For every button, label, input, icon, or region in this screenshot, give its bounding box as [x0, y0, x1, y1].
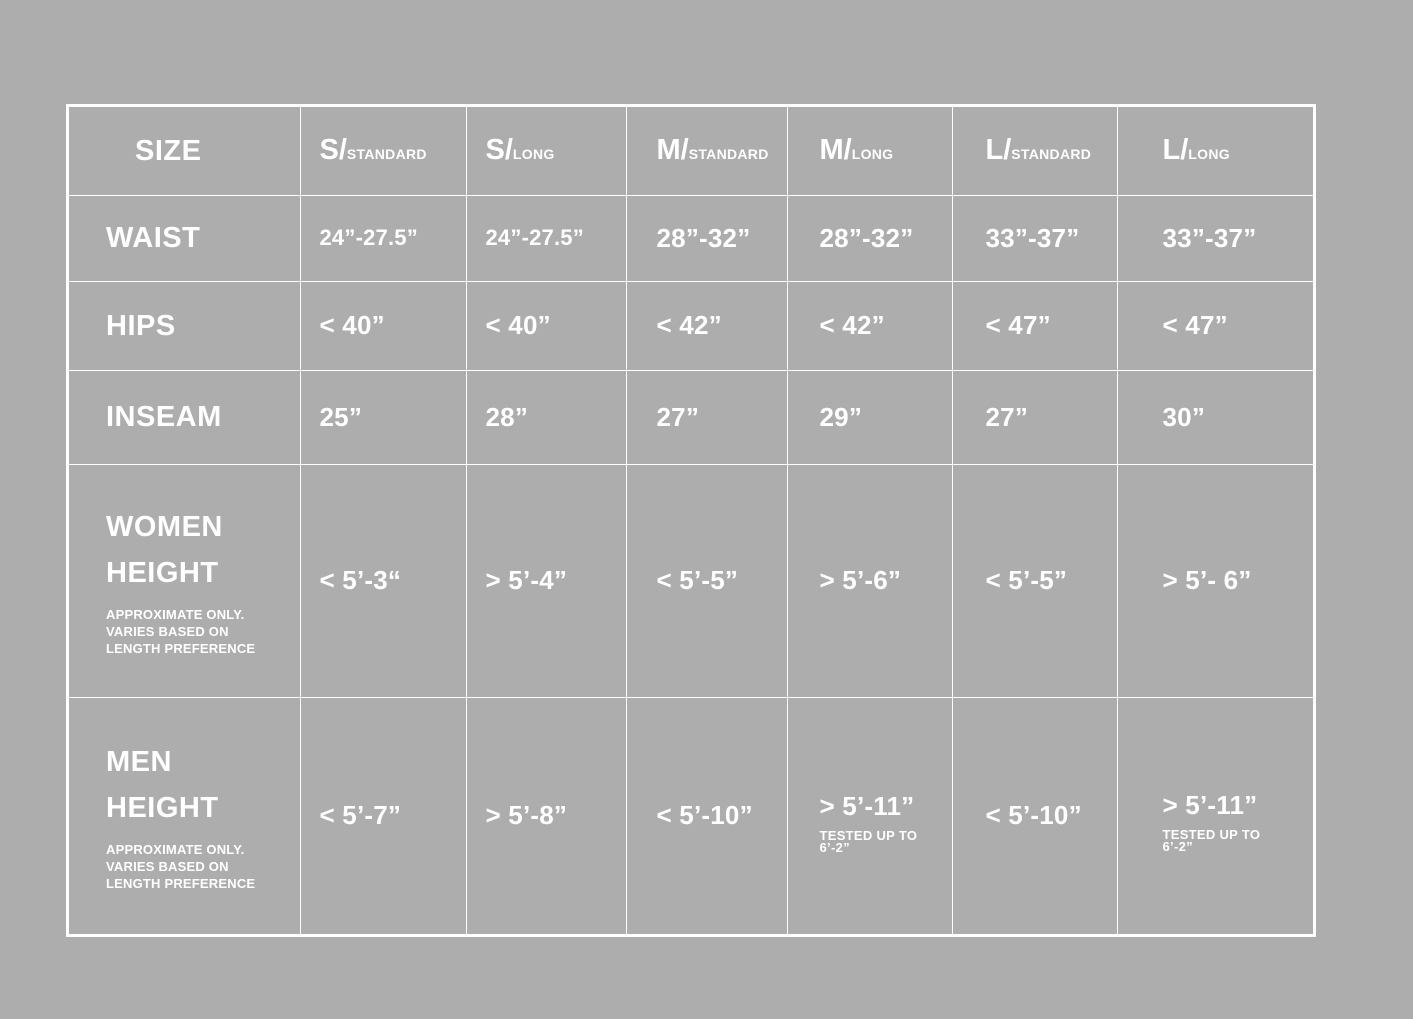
- table-cell: [787, 195, 952, 281]
- column-header-m-standard: [626, 107, 787, 195]
- men-height-value: < 5’-7”: [319, 800, 402, 831]
- table-cell: [787, 281, 952, 370]
- women-height-value: < 5’-5”: [985, 565, 1068, 595]
- row-label-inseam: INSEAM: [106, 401, 222, 433]
- size-letter: M/: [819, 134, 852, 167]
- tested-note: [820, 830, 952, 854]
- note-line: TESTED UP TO: [819, 828, 918, 844]
- note-line: 6’-2”: [819, 840, 850, 856]
- hips-value: < 40”: [319, 310, 385, 340]
- column-header-m-long: [787, 107, 952, 195]
- table-cell: [626, 697, 787, 934]
- size-table: [69, 107, 1313, 934]
- women-height-value: > 5’-4”: [485, 565, 568, 595]
- table-cell: [787, 464, 952, 697]
- table-cell: [300, 370, 466, 464]
- table-cell: [466, 281, 626, 370]
- men-height-value: > 5’-8”: [485, 800, 568, 831]
- table-cell: [300, 697, 466, 934]
- men-height-value: < 5’-10”: [656, 800, 753, 831]
- row-label-cell: [69, 464, 300, 697]
- note-line: VARIES BASED ON: [106, 624, 229, 639]
- table-cell: [466, 195, 626, 281]
- note-line: 6’-2”: [1162, 839, 1193, 855]
- inseam-value: 29”: [819, 401, 863, 432]
- note-line: TESTED UP TO: [1162, 827, 1261, 843]
- table-cell: [466, 464, 626, 697]
- table-cell: [787, 697, 952, 934]
- tested-note: [1163, 829, 1314, 853]
- table-row-inseam: [69, 370, 1313, 464]
- table-cell: [952, 697, 1117, 934]
- size-fit: STANDARD: [1011, 146, 1092, 163]
- waist-value: 24”-27.5”: [319, 225, 418, 250]
- table-row-hips: [69, 281, 1313, 370]
- hips-value: < 42”: [656, 310, 722, 340]
- row-label-cell: [69, 697, 300, 934]
- women-height-value: < 5’-3“: [319, 565, 402, 595]
- header-size-cell: [69, 107, 300, 195]
- row-label-height: HEIGHT: [106, 792, 219, 825]
- inseam-value: 25”: [319, 401, 363, 432]
- waist-value: 24”-27.5”: [485, 225, 584, 250]
- table-cell: [626, 195, 787, 281]
- table-cell: [466, 697, 626, 934]
- hips-value: < 47”: [1162, 310, 1228, 340]
- table-cell: [952, 464, 1117, 697]
- hips-value: < 47”: [985, 310, 1051, 340]
- column-header-l-standard: [952, 107, 1117, 195]
- women-height-value: > 5’-6”: [819, 565, 902, 595]
- size-letter: S/: [319, 134, 347, 167]
- table-row-women-height: [69, 464, 1313, 697]
- table-cell: [1117, 195, 1313, 281]
- note-line: APPROXIMATE ONLY.: [106, 842, 245, 858]
- size-letter: L/: [985, 134, 1012, 167]
- size-fit: STANDARD: [346, 146, 427, 163]
- waist-value: 33”-37”: [1162, 222, 1257, 253]
- table-cell: [952, 195, 1117, 281]
- waist-value: 33”-37”: [985, 222, 1080, 253]
- table-cell: [1117, 281, 1313, 370]
- row-label-waist: WAIST: [106, 222, 201, 254]
- row-label-women: WOMEN: [106, 511, 223, 543]
- waist-value: 28”-32”: [656, 222, 751, 253]
- hips-value: < 40”: [485, 310, 551, 340]
- inseam-value: 28”: [485, 401, 529, 432]
- height-note: [106, 841, 300, 892]
- hips-value: < 42”: [819, 310, 885, 340]
- table-row-men-height: [69, 697, 1313, 934]
- column-header-s-standard: [300, 107, 466, 195]
- table-cell: [626, 464, 787, 697]
- row-label-cell: [69, 281, 300, 370]
- row-label-height: HEIGHT: [106, 557, 219, 589]
- note-line: LENGTH PREFERENCE: [106, 876, 256, 892]
- size-fit: LONG: [851, 146, 894, 163]
- table-cell: [626, 281, 787, 370]
- row-label-cell: [69, 195, 300, 281]
- table-cell: [466, 370, 626, 464]
- table-cell: [1117, 697, 1313, 934]
- table-row-waist: [69, 195, 1313, 281]
- inseam-value: 30”: [1162, 401, 1206, 432]
- inseam-value: 27”: [985, 401, 1029, 432]
- size-letter: L/: [1162, 134, 1189, 167]
- men-height-value: < 5’-10”: [985, 800, 1082, 831]
- table-cell: [300, 464, 466, 697]
- table-cell: [1117, 370, 1313, 464]
- size-letter: M/: [656, 134, 689, 167]
- table-cell: [787, 370, 952, 464]
- row-label-men: MEN: [106, 746, 172, 779]
- table-cell: [952, 370, 1117, 464]
- women-height-value: < 5’-5”: [656, 565, 739, 595]
- note-line: LENGTH PREFERENCE: [106, 641, 256, 656]
- table-cell: [952, 281, 1117, 370]
- men-height-value: > 5’-11”: [1162, 790, 1258, 821]
- height-note: [106, 606, 300, 657]
- table-cell: [626, 370, 787, 464]
- row-label-cell: [69, 370, 300, 464]
- size-fit: STANDARD: [688, 146, 769, 163]
- column-header-s-long: [466, 107, 626, 195]
- table-cell: [300, 195, 466, 281]
- note-line: VARIES BASED ON: [106, 859, 229, 875]
- waist-value: 28”-32”: [819, 222, 914, 253]
- men-height-value: > 5’-11”: [819, 791, 915, 822]
- size-chart: [66, 104, 1316, 937]
- inseam-value: 27”: [656, 401, 700, 432]
- women-height-value: > 5’- 6”: [1162, 565, 1252, 595]
- column-header-l-long: [1117, 107, 1313, 195]
- size-header-label: SIZE: [135, 134, 202, 167]
- row-label-hips: HIPS: [106, 309, 176, 342]
- size-letter: S/: [485, 134, 513, 167]
- table-cell: [300, 281, 466, 370]
- size-fit: LONG: [1188, 146, 1230, 163]
- note-line: APPROXIMATE ONLY.: [106, 607, 245, 622]
- header-row: [69, 107, 1313, 195]
- size-fit: LONG: [512, 146, 555, 163]
- table-cell: [1117, 464, 1313, 697]
